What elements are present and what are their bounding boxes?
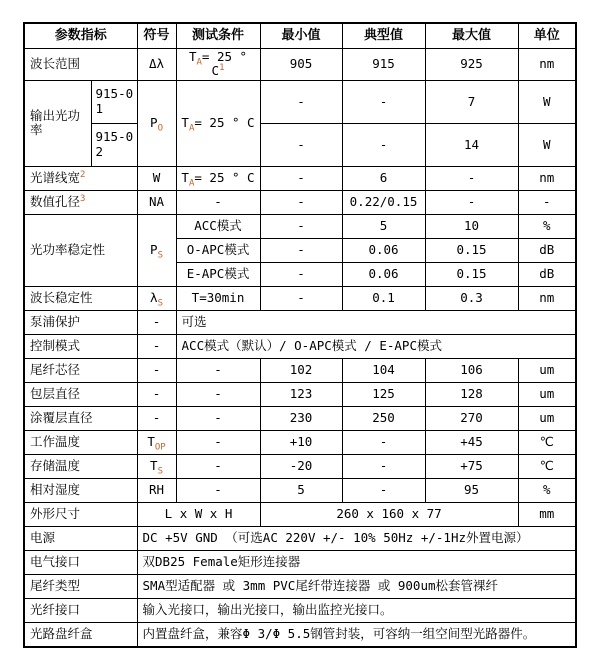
header-condition: 测试条件 (176, 23, 260, 49)
header-param: 参数指标 (24, 23, 137, 49)
param-cell: 涂覆层直径 (24, 406, 137, 430)
row-wavelength-stability (24, 286, 576, 310)
symbol-sub: S (157, 250, 163, 261)
header-min: 最小值 (260, 23, 342, 49)
min-cell: 905 (260, 49, 342, 81)
condition-cell: - (176, 382, 260, 406)
condition-cell: O-APC模式 (176, 238, 260, 262)
param-label: 数值孔径 (30, 194, 81, 210)
value-cell: ACC模式（默认）/ O-APC模式 / E-APC模式 (176, 334, 576, 358)
unit-cell: mm (518, 502, 576, 526)
value-cell: DC +5V GND （可选AC 220V +/- 10% 50Hz +/-1Hz外置电源） (137, 526, 576, 550)
condition-base: T (188, 49, 197, 64)
condition-sub: A (188, 178, 195, 189)
min-cell: - (260, 214, 342, 238)
min-cell: -20 (260, 454, 342, 478)
param-cell: 工作温度 (24, 430, 137, 454)
unit-cell: dB (518, 238, 576, 262)
condition-cell: - (176, 454, 260, 478)
param-cell: 输出光功率 (24, 80, 91, 166)
condition-cell (176, 49, 260, 81)
typ-cell: - (342, 123, 425, 166)
typ-cell: 0.06 (342, 238, 425, 262)
condition-cell (176, 80, 260, 166)
symbol-base: T (147, 434, 155, 450)
value-cell: 输入光接口，输出光接口，输出监控光接口。 (137, 598, 576, 622)
max-cell: 95 (425, 478, 518, 502)
min-cell: - (260, 166, 342, 190)
symbol-cell (137, 430, 176, 454)
min-cell: - (260, 262, 342, 286)
unit-cell: W (518, 123, 576, 166)
max-cell: 128 (425, 382, 518, 406)
symbol-cell: W (137, 166, 176, 190)
model-cell: 915-02 (91, 123, 137, 166)
symbol-cell: - (137, 406, 176, 430)
typ-cell: - (342, 454, 425, 478)
min-cell: - (260, 190, 342, 214)
symbol-cell: - (137, 382, 176, 406)
value-cell: 双DB25 Female矩形连接器 (137, 550, 576, 574)
min-cell: - (260, 80, 342, 123)
typ-cell: 0.06 (342, 262, 425, 286)
param-cell: 存储温度 (24, 454, 137, 478)
symbol-sub: S (157, 466, 163, 477)
param-cell: 控制模式 (24, 334, 137, 358)
symbol-cell: NA (137, 190, 176, 214)
typ-cell: 250 (342, 406, 425, 430)
symbol-cell (137, 454, 176, 478)
symbol-cell: - (137, 310, 176, 334)
max-cell: 10 (425, 214, 518, 238)
typ-cell: 0.1 (342, 286, 425, 310)
max-cell: 925 (425, 49, 518, 81)
condition-sub: A (188, 123, 195, 134)
spec-table (23, 22, 577, 648)
typ-cell: - (342, 430, 425, 454)
row-control-mode (24, 334, 576, 358)
symbol-sub: OP (154, 442, 166, 453)
row-fiber-core-diameter (24, 358, 576, 382)
row-pigtail-type (24, 574, 576, 598)
table-header-row (24, 23, 576, 49)
dimension-value-cell: 260 x 160 x 77 (260, 502, 518, 526)
symbol-sub: O (157, 123, 163, 134)
symbol-base: P (150, 115, 158, 131)
condition-base: T (181, 115, 189, 131)
row-output-power-915-01 (24, 80, 576, 123)
row-optical-interface (24, 598, 576, 622)
max-cell: 0.3 (425, 286, 518, 310)
row-relative-humidity (24, 478, 576, 502)
unit-cell: ℃ (518, 430, 576, 454)
symbol-sub: S (157, 298, 163, 309)
param-sup: 2 (80, 169, 86, 180)
symbol-cell (137, 214, 176, 286)
condition-cell: - (176, 430, 260, 454)
param-cell: 光纤接口 (24, 598, 137, 622)
min-cell: 123 (260, 382, 342, 406)
param-cell: 泵浦保护 (24, 310, 137, 334)
param-cell: 外形尺寸 (24, 502, 137, 526)
condition-cell: - (176, 478, 260, 502)
typ-cell: - (342, 80, 425, 123)
row-power-stability-acc (24, 214, 576, 238)
typ-cell: 125 (342, 382, 425, 406)
unit-cell: % (518, 478, 576, 502)
param-label: 光谱线宽 (30, 170, 81, 186)
symbol-cell: - (137, 334, 176, 358)
row-storage-temperature (24, 454, 576, 478)
unit-cell: nm (518, 166, 576, 190)
param-cell: 电源 (24, 526, 137, 550)
symbol-cell: RH (137, 478, 176, 502)
condition-text: = 25 ° C (194, 115, 255, 131)
min-cell: 230 (260, 406, 342, 430)
header-typical: 典型值 (342, 23, 425, 49)
condition-text: = 25 ° C (194, 170, 255, 186)
unit-cell: W (518, 80, 576, 123)
symbol-base: P (150, 242, 158, 258)
min-cell: 102 (260, 358, 342, 382)
model-cell: 915-01 (91, 80, 137, 123)
param-cell (24, 190, 137, 214)
dimension-label-cell: L x W x H (137, 502, 260, 526)
condition-cell: E-APC模式 (176, 262, 260, 286)
row-numerical-aperture (24, 190, 576, 214)
param-cell: 相对湿度 (24, 478, 137, 502)
max-cell: 0.15 (425, 238, 518, 262)
unit-cell: um (518, 382, 576, 406)
min-cell: +10 (260, 430, 342, 454)
condition-cell: ACC模式 (176, 214, 260, 238)
typ-cell: 0.22/0.15 (342, 190, 425, 214)
min-cell: - (260, 123, 342, 166)
max-cell: 14 (425, 123, 518, 166)
unit-cell: % (518, 214, 576, 238)
header-max: 最大值 (425, 23, 518, 49)
max-cell: 270 (425, 406, 518, 430)
row-spectral-linewidth (24, 166, 576, 190)
min-cell: 5 (260, 478, 342, 502)
row-wavelength-range (24, 49, 576, 81)
unit-cell: um (518, 406, 576, 430)
max-cell: +45 (425, 430, 518, 454)
max-cell: - (425, 190, 518, 214)
row-dimensions (24, 502, 576, 526)
unit-cell: - (518, 190, 576, 214)
condition-cell: - (176, 190, 260, 214)
symbol-base: λ (150, 290, 158, 306)
unit-cell: um (518, 358, 576, 382)
max-cell: 106 (425, 358, 518, 382)
row-cladding-diameter (24, 382, 576, 406)
condition-cell: T=30min (176, 286, 260, 310)
typ-cell: 5 (342, 214, 425, 238)
row-electrical-interface (24, 550, 576, 574)
param-cell (24, 166, 137, 190)
row-fiber-tray-box (24, 622, 576, 647)
unit-cell: nm (518, 49, 576, 81)
value-cell: 可选 (176, 310, 576, 334)
max-cell: 7 (425, 80, 518, 123)
typ-cell: - (342, 478, 425, 502)
row-coating-diameter (24, 406, 576, 430)
param-cell: 尾纤芯径 (24, 358, 137, 382)
param-cell: 光路盘纤盒 (24, 622, 137, 647)
symbol-cell: - (137, 358, 176, 382)
row-pump-protection (24, 310, 576, 334)
value-cell: SMA型适配器 或 3mm PVC尾纤带连接器 或 900um松套管裸纤 (137, 574, 576, 598)
min-cell: - (260, 238, 342, 262)
condition-text: = 25 ° C (201, 49, 248, 79)
symbol-base: T (150, 458, 158, 474)
symbol-cell (137, 286, 176, 310)
max-cell: 0.15 (425, 262, 518, 286)
param-sup: 3 (80, 193, 86, 204)
row-operating-temperature (24, 430, 576, 454)
min-cell: - (260, 286, 342, 310)
row-output-power-915-02 (24, 123, 576, 166)
max-cell: +75 (425, 454, 518, 478)
typ-cell: 104 (342, 358, 425, 382)
row-power-supply (24, 526, 576, 550)
typ-cell: 915 (342, 49, 425, 81)
condition-cell: - (176, 358, 260, 382)
condition-sub: A (196, 57, 202, 68)
header-symbol: 符号 (137, 23, 176, 49)
symbol-cell (137, 80, 176, 166)
condition-sup: 1 (219, 63, 225, 74)
condition-base: T (181, 170, 189, 186)
symbol-cell: Δλ (137, 49, 176, 81)
max-cell: - (425, 166, 518, 190)
spec-sheet-page (23, 22, 577, 648)
param-cell: 光功率稳定性 (24, 214, 137, 286)
typ-cell: 6 (342, 166, 425, 190)
param-cell: 尾纤类型 (24, 574, 137, 598)
header-unit: 单位 (518, 23, 576, 49)
param-cell: 包层直径 (24, 382, 137, 406)
unit-cell: dB (518, 262, 576, 286)
param-cell: 波长稳定性 (24, 286, 137, 310)
unit-cell: nm (518, 286, 576, 310)
param-cell: 波长范围 (24, 49, 137, 81)
value-cell: 内置盘纤盒，兼容Φ 3/Φ 5.5钢管封装，可容纳一组空间型光路器件。 (137, 622, 576, 647)
param-cell: 电气接口 (24, 550, 137, 574)
unit-cell: ℃ (518, 454, 576, 478)
condition-cell (176, 166, 260, 190)
condition-cell: - (176, 406, 260, 430)
